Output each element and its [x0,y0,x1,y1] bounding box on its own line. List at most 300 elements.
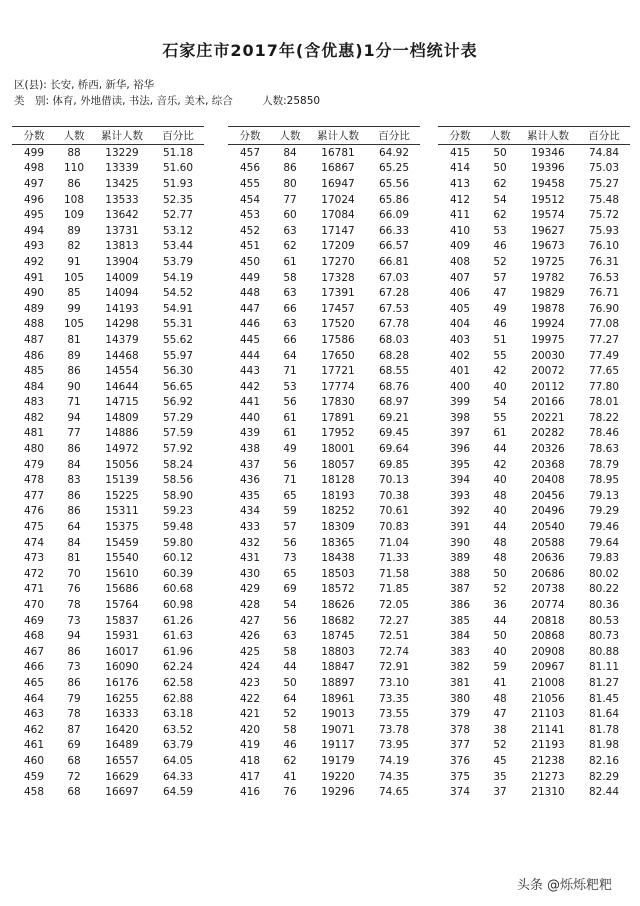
cell-score: 386 [449,599,471,612]
cell-count: 84 [67,536,81,549]
table-row [12,441,204,457]
cell-percent: 78.46 [588,427,620,440]
cell-score: 381 [449,676,471,689]
cell-score: 466 [23,661,45,674]
cell-count: 84 [283,146,297,159]
cell-cumulative: 21273 [531,770,565,783]
cell-percent: 72.74 [378,645,410,658]
cell-percent: 54.19 [162,271,194,284]
cell-cumulative: 18847 [321,661,355,674]
table-row [12,145,204,161]
cell-percent: 79.64 [588,536,620,549]
cell-count: 48 [493,552,507,565]
cell-percent: 70.13 [378,474,410,487]
cell-count: 86 [67,645,81,658]
cell-cumulative: 17650 [321,349,355,362]
table-row [228,239,420,255]
cell-score: 388 [449,567,471,580]
cell-count: 46 [493,240,507,253]
cell-count: 69 [67,739,81,752]
cell-cumulative: 18128 [321,474,355,487]
cell-cumulative: 19627 [531,224,565,237]
header-cumulative: 累计人数 [527,130,569,142]
cell-percent: 61.63 [162,630,194,643]
table-row [438,472,630,488]
cell-score: 392 [449,505,471,518]
cell-score: 390 [449,536,471,549]
table-row [228,207,420,223]
cell-percent: 59.23 [162,505,194,518]
cell-cumulative: 18365 [321,536,355,549]
cell-cumulative: 20456 [531,489,565,502]
cell-count: 68 [67,786,81,799]
cell-count: 58 [283,723,297,736]
table-row [438,254,630,270]
cell-percent: 53.79 [162,255,194,268]
cell-score: 422 [239,692,261,705]
table-row [228,613,420,629]
cell-count: 46 [283,739,297,752]
cell-count: 64 [283,349,297,362]
header-count: 人数 [489,130,511,142]
cell-cumulative: 18803 [321,645,355,658]
cell-count: 44 [493,521,507,534]
cell-percent: 59.80 [162,536,194,549]
cell-score: 475 [23,521,45,534]
cell-score: 382 [449,661,471,674]
cell-percent: 78.79 [588,458,620,471]
cell-count: 63 [283,630,297,643]
cell-score: 393 [449,489,471,502]
cell-cumulative: 18001 [321,443,355,456]
cell-cumulative: 20774 [531,599,565,612]
table-row [228,597,420,613]
cell-score: 411 [449,209,471,222]
cell-cumulative: 15931 [105,630,139,643]
cell-score: 459 [23,770,45,783]
cell-score: 454 [239,193,261,206]
cell-percent: 67.53 [378,302,410,315]
cell-percent: 73.35 [378,692,410,705]
header-percent: 百分比 [162,130,194,142]
score-table-column-1 [12,126,204,800]
cell-percent: 77.08 [588,318,620,331]
cell-score: 476 [23,505,45,518]
header-percent: 百分比 [378,130,410,142]
cell-count: 89 [67,224,81,237]
cell-percent: 82.16 [588,754,620,767]
score-table-column-2 [228,126,420,800]
table-row [228,332,420,348]
cell-percent: 65.56 [378,177,410,190]
cell-score: 407 [449,271,471,284]
cell-count: 88 [67,146,81,159]
table-row [12,317,204,333]
cell-score: 401 [449,365,471,378]
cell-percent: 63.79 [162,739,194,752]
page-title: 石家庄市2017年(含优惠)1分一档统计表 [162,41,478,60]
header-percent: 百分比 [588,130,620,142]
cell-score: 430 [239,567,261,580]
cell-percent: 80.73 [588,630,620,643]
cell-percent: 82.44 [588,786,620,799]
table-row [12,363,204,379]
table-row [12,722,204,738]
cell-count: 55 [493,349,507,362]
table-row [438,644,630,660]
table-row [228,145,420,161]
table-row [228,363,420,379]
cell-cumulative: 20818 [531,614,565,627]
cell-score: 489 [23,302,45,315]
table-row [12,738,204,754]
cell-percent: 81.27 [588,676,620,689]
cell-cumulative: 20030 [531,349,565,362]
cell-cumulative: 18252 [321,505,355,518]
cell-cumulative: 20326 [531,443,565,456]
cell-count: 57 [493,271,507,284]
table-row [438,706,630,722]
table-row [12,348,204,364]
cell-count: 50 [493,162,507,175]
cell-count: 62 [493,177,507,190]
table-row [12,395,204,411]
cell-count: 83 [67,474,81,487]
cell-score: 427 [239,614,261,627]
cell-percent: 76.71 [588,287,620,300]
table-row [438,504,630,520]
cell-score: 417 [239,770,261,783]
table-row [438,675,630,691]
table-row [438,738,630,754]
cell-score: 455 [239,177,261,190]
cell-score: 400 [449,380,471,393]
cell-cumulative: 13904 [105,255,139,268]
cell-cumulative: 17457 [321,302,355,315]
table-row [228,426,420,442]
cell-score: 490 [23,287,45,300]
cell-percent: 76.53 [588,271,620,284]
cell-cumulative: 16333 [105,708,139,721]
cell-cumulative: 18626 [321,599,355,612]
cell-count: 66 [283,302,297,315]
cell-percent: 77.49 [588,349,620,362]
table-row [228,176,420,192]
cell-score: 402 [449,349,471,362]
table-row [228,722,420,738]
cell-score: 471 [23,583,45,596]
cell-score: 479 [23,458,45,471]
cell-cumulative: 13533 [105,193,139,206]
cell-score: 494 [23,224,45,237]
cell-count: 56 [283,458,297,471]
table-row [12,301,204,317]
cell-cumulative: 13731 [105,224,139,237]
cell-count: 76 [283,786,297,799]
cell-cumulative: 15764 [105,599,139,612]
cell-percent: 67.28 [378,287,410,300]
cell-percent: 80.53 [588,614,620,627]
cell-count: 71 [283,474,297,487]
cell-percent: 54.52 [162,287,194,300]
table-row [228,566,420,582]
cell-score: 458 [23,786,45,799]
cell-count: 44 [283,661,297,674]
cell-cumulative: 19782 [531,271,565,284]
cell-score: 488 [23,318,45,331]
cell-cumulative: 14379 [105,333,139,346]
cell-count: 51 [493,333,507,346]
cell-score: 394 [449,474,471,487]
cell-score: 474 [23,536,45,549]
cell-cumulative: 20540 [531,521,565,534]
table-row [12,675,204,691]
cell-cumulative: 13339 [105,162,139,175]
cell-percent: 70.61 [378,505,410,518]
category-label: 类 别: [14,95,50,107]
cell-count: 48 [493,692,507,705]
cell-score: 498 [23,162,45,175]
cell-percent: 71.04 [378,536,410,549]
table-row [438,441,630,457]
cell-score: 429 [239,583,261,596]
cell-cumulative: 14644 [105,380,139,393]
cell-count: 61 [283,427,297,440]
table-row [12,270,204,286]
cell-percent: 51.60 [162,162,194,175]
cell-count: 54 [493,396,507,409]
cell-count: 35 [493,770,507,783]
cell-score: 480 [23,443,45,456]
table-row [12,176,204,192]
cell-score: 496 [23,193,45,206]
cell-score: 434 [239,505,261,518]
cell-score: 425 [239,645,261,658]
cell-count: 86 [67,365,81,378]
cell-score: 435 [239,489,261,502]
cell-count: 79 [67,692,81,705]
cell-percent: 71.58 [378,567,410,580]
cell-count: 61 [283,411,297,424]
cell-count: 52 [493,583,507,596]
cell-count: 40 [493,645,507,658]
cell-cumulative: 21310 [531,786,565,799]
cell-percent: 71.33 [378,552,410,565]
cell-percent: 63.52 [162,723,194,736]
cell-cumulative: 15837 [105,614,139,627]
cell-cumulative: 17830 [321,396,355,409]
table-row [12,753,204,769]
cell-cumulative: 19673 [531,240,565,253]
cell-percent: 56.65 [162,380,194,393]
cell-cumulative: 18961 [321,692,355,705]
cell-score: 445 [239,333,261,346]
cell-cumulative: 20166 [531,396,565,409]
table-row [12,535,204,551]
cell-cumulative: 14809 [105,411,139,424]
cell-score: 383 [449,645,471,658]
table-row [438,192,630,208]
cell-count: 42 [493,365,507,378]
table-row [438,270,630,286]
cell-score: 396 [449,443,471,456]
cell-score: 444 [239,349,261,362]
cell-cumulative: 14009 [105,271,139,284]
cell-count: 71 [283,365,297,378]
cell-cumulative: 13642 [105,209,139,222]
table-row [228,550,420,566]
table-row [228,535,420,551]
cell-count: 73 [67,614,81,627]
cell-score: 376 [449,754,471,767]
cell-percent: 65.86 [378,193,410,206]
table-row [12,628,204,644]
cell-score: 397 [449,427,471,440]
cell-cumulative: 14193 [105,302,139,315]
cell-cumulative: 17024 [321,193,355,206]
cell-percent: 61.26 [162,614,194,627]
cell-count: 59 [493,661,507,674]
cell-percent: 60.68 [162,583,194,596]
table-header [12,126,204,145]
table-row [438,207,630,223]
table-row [12,379,204,395]
cell-cumulative: 19220 [321,770,355,783]
cell-cumulative: 19975 [531,333,565,346]
cell-percent: 73.55 [378,708,410,721]
cell-score: 405 [449,302,471,315]
cell-count: 66 [283,333,297,346]
cell-count: 63 [283,287,297,300]
cell-cumulative: 18438 [321,552,355,565]
cell-cumulative: 19117 [321,739,355,752]
cell-count: 45 [493,754,507,767]
table-row [228,675,420,691]
cell-count: 76 [67,583,81,596]
table-row [12,519,204,535]
table-row [438,769,630,785]
table-row [228,348,420,364]
table-row [12,161,204,177]
cell-score: 481 [23,427,45,440]
cell-cumulative: 17721 [321,365,355,378]
cell-count: 50 [493,630,507,643]
cell-cumulative: 18309 [321,521,355,534]
cell-score: 404 [449,318,471,331]
table-row [228,706,420,722]
cell-cumulative: 20588 [531,536,565,549]
cell-cumulative: 16176 [105,676,139,689]
table-row [438,145,630,161]
cell-count: 108 [63,193,85,206]
cell-percent: 78.01 [588,396,620,409]
cell-cumulative: 17586 [321,333,355,346]
cell-count: 47 [493,708,507,721]
cell-count: 56 [283,614,297,627]
cell-percent: 80.02 [588,567,620,580]
table-row [438,519,630,535]
cell-score: 485 [23,365,45,378]
cell-score: 415 [449,146,471,159]
cell-cumulative: 14298 [105,318,139,331]
cell-percent: 55.97 [162,349,194,362]
cell-score: 409 [449,240,471,253]
cell-cumulative: 16557 [105,754,139,767]
table-row [228,192,420,208]
cell-count: 110 [63,162,85,175]
table-row [12,223,204,239]
cell-count: 54 [493,193,507,206]
cell-cumulative: 18503 [321,567,355,580]
cell-count: 50 [283,676,297,689]
cell-cumulative: 19396 [531,162,565,175]
cell-score: 414 [449,162,471,175]
cell-cumulative: 21008 [531,676,565,689]
cell-count: 53 [493,224,507,237]
table-row [12,192,204,208]
cell-percent: 68.03 [378,333,410,346]
cell-count: 52 [493,739,507,752]
cell-cumulative: 20408 [531,474,565,487]
cell-percent: 52.35 [162,193,194,206]
table-row [438,395,630,411]
cell-score: 478 [23,474,45,487]
cell-percent: 74.84 [588,146,620,159]
cell-score: 439 [239,427,261,440]
cell-cumulative: 20496 [531,505,565,518]
cell-cumulative: 15311 [105,505,139,518]
cell-percent: 59.48 [162,521,194,534]
cell-count: 73 [67,661,81,674]
cell-score: 452 [239,224,261,237]
cell-score: 460 [23,754,45,767]
table-row [228,161,420,177]
cell-cumulative: 16090 [105,661,139,674]
cell-cumulative: 15375 [105,521,139,534]
cell-cumulative: 19071 [321,723,355,736]
table-row [228,441,420,457]
cell-percent: 78.95 [588,474,620,487]
cell-score: 472 [23,567,45,580]
cell-percent: 79.29 [588,505,620,518]
cell-score: 403 [449,333,471,346]
cell-cumulative: 13813 [105,240,139,253]
cell-percent: 53.12 [162,224,194,237]
cell-cumulative: 20636 [531,552,565,565]
cell-count: 54 [283,599,297,612]
cell-count: 85 [67,287,81,300]
cell-percent: 72.05 [378,599,410,612]
cell-cumulative: 16697 [105,786,139,799]
table-row [228,519,420,535]
cell-count: 44 [493,614,507,627]
table-row [228,317,420,333]
table-row [438,348,630,364]
cell-score: 416 [239,786,261,799]
cell-cumulative: 18897 [321,676,355,689]
cell-count: 90 [67,380,81,393]
table-row [12,769,204,785]
cell-score: 424 [239,661,261,674]
cell-score: 443 [239,365,261,378]
table-row [438,691,630,707]
table-row [438,161,630,177]
cell-count: 77 [283,193,297,206]
header-score: 分数 [449,130,471,142]
cell-percent: 56.92 [162,396,194,409]
cell-cumulative: 20282 [531,427,565,440]
header-score: 分数 [239,130,261,142]
